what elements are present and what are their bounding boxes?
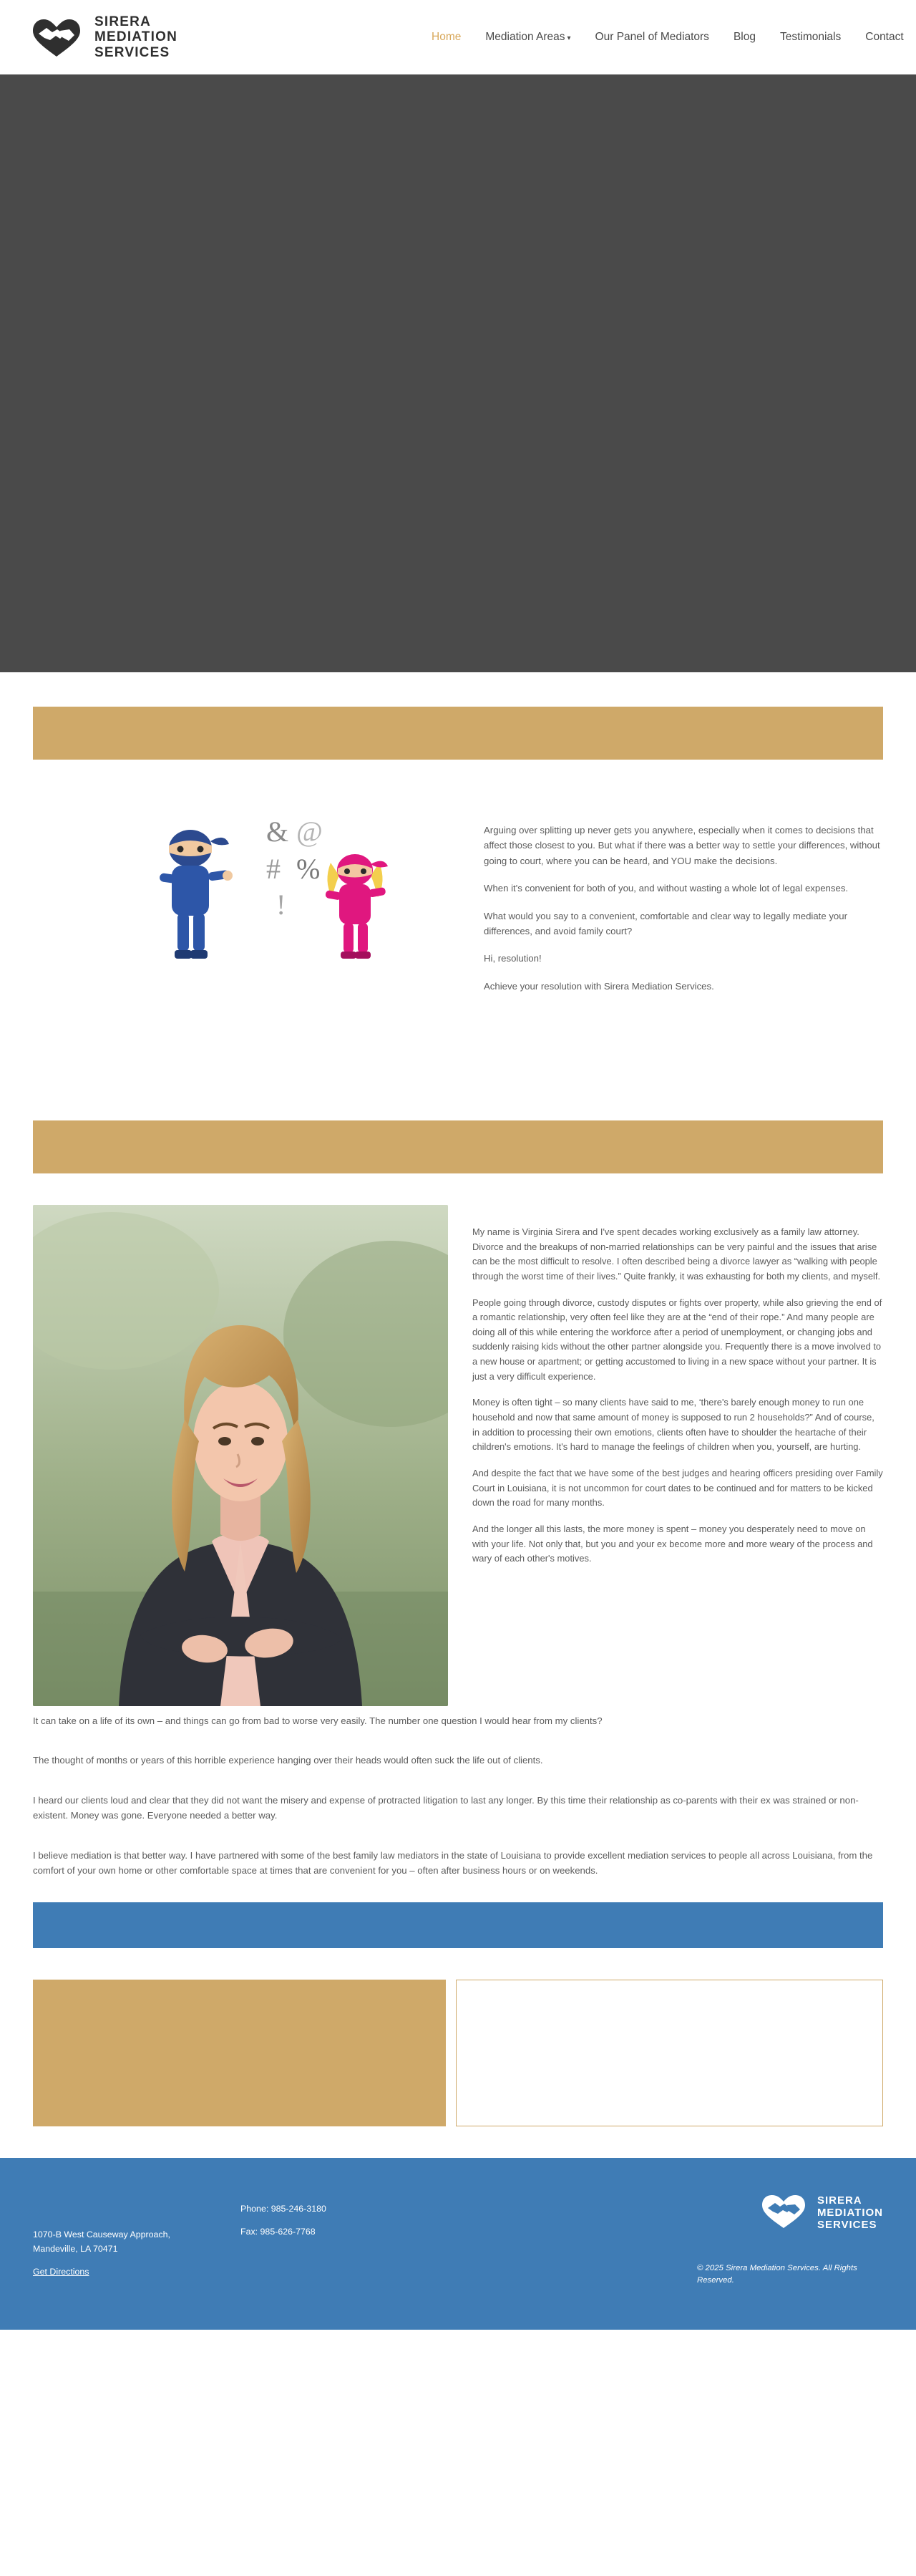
hero-banner bbox=[0, 74, 916, 672]
bio-wide-paragraph-2: The thought of months or years of this horrible experience hanging over their heads would often suck the life out of clients. bbox=[33, 1755, 543, 1766]
svg-text:&: & bbox=[266, 815, 289, 848]
nav-item-testimonials[interactable]: Testimonials bbox=[779, 31, 842, 43]
intro-paragraph-4: Hi, resolution! bbox=[484, 953, 542, 964]
bio-section bbox=[0, 1173, 916, 1706]
svg-text:#: # bbox=[266, 853, 281, 885]
nav-item-blog[interactable]: Blog bbox=[733, 31, 756, 43]
bio-wide-copy bbox=[0, 1706, 916, 1878]
footer-wordmark bbox=[817, 2194, 883, 2232]
footer-brand-logo[interactable] bbox=[759, 2191, 883, 2234]
footer-contact-block bbox=[240, 2187, 477, 2330]
ninja-illustration bbox=[33, 791, 455, 1049]
gold-divider-bar-top bbox=[33, 707, 883, 760]
brand-line-1: SIRERA bbox=[94, 14, 151, 30]
intro-paragraph-1: Arguing over splitting up never gets you anywhere, especially when it comes to decisions that affect those closest to you. But what if there was a better way to settle your differences, without going to court, where you can be heard, and YOU make the decisions. bbox=[484, 825, 880, 866]
bio-wide-paragraph-1: It can take on a life of its own – and things can go from bad to worse very easily. The number one question I would hear from my clients? bbox=[33, 1715, 603, 1726]
footer-phone[interactable]: Phone: 985-246-3180 bbox=[240, 2204, 326, 2214]
site-header bbox=[0, 0, 916, 74]
svg-text:@: @ bbox=[296, 815, 323, 848]
bio-paragraph-1: My name is Virginia Sirera and I've spent decades working exclusively as a family law attorney. Divorce and the breakups of non-married relationships can be very painful and the issues that arise can be the most difficult to resolve. I often described being a divorce lawyer as “walking with people through the worst time of their lives.” Quite frankly, it was exhausting for both my clients, and myself. bbox=[472, 1226, 881, 1282]
svg-text:!: ! bbox=[276, 888, 286, 921]
intro-paragraph-5: Achieve your resolution with Sirera Mediation Services. bbox=[484, 980, 714, 992]
bio-paragraph-2: People going through divorce, custody disputes or fights over property, while also grieving the end of a romantic relationship, very often feel like they are at the “end of their rope.” And many people are doing all of this while entering the workforce after a period of unemployment, or changing jobs and suddenly raising kids without the other partner alongside you. Frequently there is a move involved to a new house or apartment; or getting accustomed to living in a new space without your partner. It is just a very difficult experience. bbox=[472, 1297, 882, 1382]
footer-brand-line-2: MEDIATION bbox=[817, 2207, 883, 2219]
footer-address-line-1: 1070-B West Causeway Approach, bbox=[33, 2229, 170, 2240]
nav-item-mediation-areas[interactable] bbox=[485, 31, 570, 44]
attorney-portrait-photo bbox=[33, 1205, 448, 1706]
handshake-heart-icon bbox=[29, 15, 84, 59]
nav-item-our-panel-of-mediators[interactable]: Our Panel of Mediators bbox=[595, 31, 709, 43]
footer-brand-line-1: SIRERA bbox=[817, 2194, 862, 2207]
nav-item-mediation-areas-label: Mediation Areas bbox=[485, 31, 565, 43]
bio-paragraph-4: And despite the fact that we have some of the best judges and hearing officers presiding over Family Court in Louisiana, it is not uncommon for court dates to be continued and for matters to be kicked down the road for many months. bbox=[472, 1467, 883, 1509]
blue-callout-bar[interactable] bbox=[33, 1902, 883, 1948]
swear-symbols-icon bbox=[262, 810, 326, 960]
footer-address-line-2: Mandeville, LA 70471 bbox=[33, 2244, 118, 2255]
bio-paragraph-3: Money is often tight – so many clients have said to me, ‘there's barely enough money to run one household and now that same amount of money is supposed to run 2 households?” And of course, in addition to processing their own emotions, clients often have to shoulder the heartache of their children's emotions. It's hard to manage the feelings of children when you, yourself, are hurting. bbox=[472, 1397, 874, 1453]
footer-handshake-heart-icon bbox=[759, 2191, 809, 2234]
footer-fax: Fax: 985-626-7768 bbox=[240, 2227, 316, 2237]
bio-wide-paragraph-3: I heard our clients loud and clear that they did not want the misery and expense of protracted litigation to last any longer. By this time their relationship as co-parents with their ex was strained or non-existent. Money was gone. Everyone needed a better way. bbox=[33, 1794, 859, 1821]
brand-logo[interactable] bbox=[29, 14, 177, 60]
gold-divider-bar-middle bbox=[33, 1120, 883, 1173]
intro-paragraph-2: When it's convenient for both of you, and without wasting a whole lot of legal expenses. bbox=[484, 883, 849, 894]
gold-panel bbox=[33, 1980, 446, 2126]
footer-address-block bbox=[33, 2187, 240, 2330]
nav-item-home[interactable]: Home bbox=[432, 31, 462, 43]
intro-section bbox=[0, 760, 916, 1049]
copyright-text: © 2025 Sirera Mediation Services. All Rights Reserved. bbox=[697, 2264, 857, 2285]
nav-item-contact[interactable]: Contact bbox=[865, 31, 904, 43]
svg-text:%: % bbox=[296, 853, 321, 885]
brand-line-3: SERVICES bbox=[94, 44, 170, 60]
blue-ninja-icon bbox=[147, 820, 233, 970]
get-directions-link[interactable]: Get Directions bbox=[33, 2266, 89, 2277]
site-footer bbox=[0, 2158, 916, 2330]
bio-paragraph-5: And the longer all this lasts, the more money is spent – money you desperately need to move on with your life. Not only that, but you and your ex become more and more weary of the process and wary of each other's motives. bbox=[472, 1523, 873, 1564]
intro-copy bbox=[484, 791, 883, 1049]
pink-ninja-icon bbox=[319, 847, 391, 969]
bio-wide-paragraph-4: I believe mediation is that better way. I have partnered with some of the best family law mediators in the state of Louisiana to provide excellent mediation services to people all across Louisiana, from the comfort of your own home or other comfortable space at times that are convenient for you – often after business hours or on weekends. bbox=[33, 1849, 873, 1876]
chevron-down-icon: ▾ bbox=[567, 34, 571, 42]
panels-section bbox=[33, 1980, 883, 2126]
brand-line-2: MEDIATION bbox=[94, 29, 177, 45]
outlined-panel bbox=[456, 1980, 883, 2126]
main-navigation bbox=[432, 31, 904, 44]
intro-paragraph-3: What would you say to a convenient, comfortable and clear way to legally mediate your differences, and avoid family court? bbox=[484, 910, 847, 936]
bio-copy bbox=[472, 1205, 883, 1578]
brand-wordmark bbox=[94, 14, 177, 60]
footer-brand-line-3: SERVICES bbox=[817, 2219, 877, 2232]
